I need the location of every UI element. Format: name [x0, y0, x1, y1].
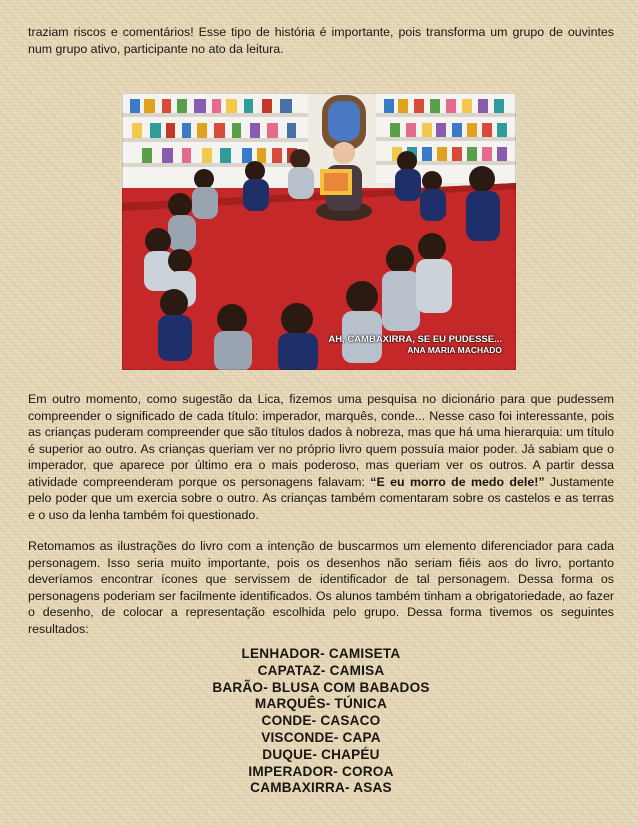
right-bookshelf	[376, 93, 516, 183]
classroom-photo	[122, 93, 516, 370]
intro-paragraph: traziam riscos e comentários! Esse tipo de história é importante, pois transforma um grupo de ouvintes num grupo ativo, participante no ato da leitura.	[28, 25, 614, 56]
quote-text: “E eu morro de medo dele!”	[370, 474, 545, 489]
left-bookshelf	[122, 93, 308, 188]
dictionary-paragraph	[28, 391, 614, 523]
list-item: LENHADOR- CAMISETA	[241, 646, 401, 661]
photo-caption	[328, 334, 502, 356]
reading-circle-illustration	[122, 93, 516, 370]
list-item: IMPERADOR- COROA	[248, 763, 394, 779]
book-author: ANA MARIA MACHADO	[407, 345, 502, 355]
list-item: CAMBAXIRRA- ASAS	[250, 780, 392, 796]
book-title: AH, CAMBAXIRRA, SE EU PUDESSE...	[328, 334, 502, 345]
paragraph-text: Em outro momento, como sugestão da Lica, fizemos uma pesquisa no dicionário para que pudessem compreender o significado de cada título: imperador, marquês, conde... Nesse caso foi interessante, pois as crianças puderam compreender que são títulos dados à nobreza, mas que há uma hierarquia: um título é superior ao outro. As crianças queriam ver no próprio livro quem possuía maior poder. Já sabiam que o imperador, que aparece por último era o mais poderoso, mas queriam ver os outros. A partir dessa atividade compreenderam porque os personagens falavam:	[28, 392, 614, 489]
list-item: BARÃO- BLUSA COM BABADOS	[212, 679, 430, 695]
list-item: VISCONDE- CAPA	[261, 729, 381, 745]
list-item: CAPATAZ- CAMISA	[257, 662, 385, 678]
illustrations-paragraph: Retomamos as ilustrações do livro com a intenção de buscarmos um elemento diferenciador para cada personagem. Isso seria muito importante, pois os desenhos não seriam fiéis aos do livro, portanto deveríamos encontrar ícones que servissem de identificador de tal personagem. Dessa forma os personagens poderiam ser facilmente identificados. Os alunos também tinham a obrigatoriedade, ao fazer o desenho, de colocar a representação escolhida pelo grupo. Dessa forma tivemos os seguintes resultados:	[28, 539, 614, 636]
teacher-chair	[322, 95, 366, 150]
character-icon-list	[28, 646, 614, 797]
list-item: CONDE- CASACO	[261, 713, 381, 729]
list-item: DUQUE- CHAPÉU	[262, 746, 380, 762]
paragraph-text-continued: Justamente pelo poder que um exercia sobre o outro. As crianças também comentaram sobre os castelos e as terras e o uso da lenha também foi questionado.	[28, 474, 614, 522]
list-item: MARQUÊS- TÚNICA	[254, 696, 388, 712]
